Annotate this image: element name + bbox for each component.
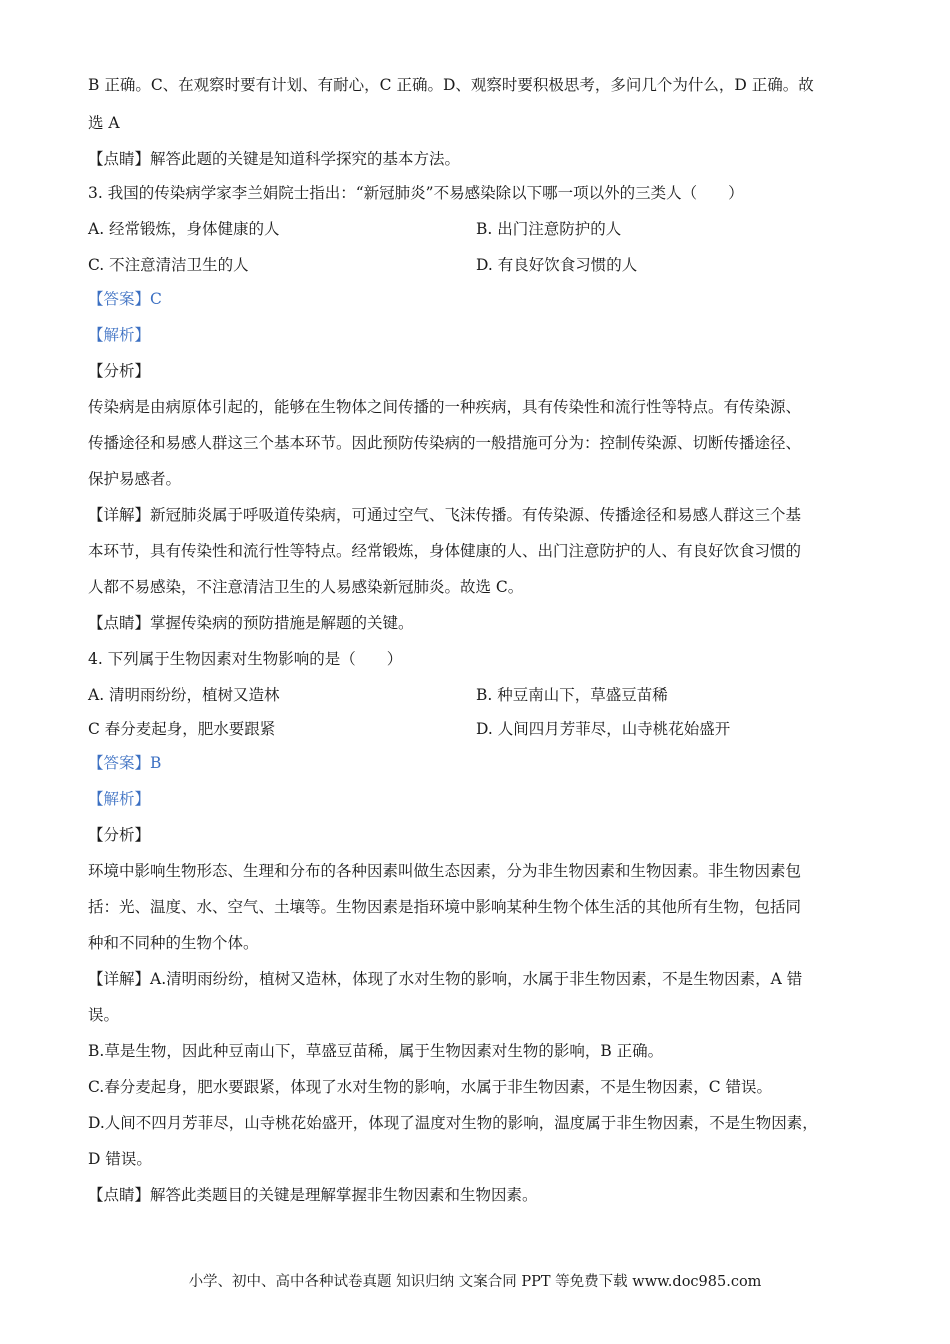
text-line: 人都不易感染，不注意清洁卫生的人易感染新冠肺炎。故选 C。: [88, 578, 524, 596]
text-line: 保护易感者。: [88, 470, 182, 488]
question-4-option-c: C 春分麦起身，肥水要跟紧: [88, 720, 276, 738]
text-line: 本环节，具有传染性和流行性等特点。经常锻炼，身体健康的人、出门注意防护的人、有良好饮食习惯的: [88, 542, 802, 560]
question-3-stem: 3. 我国的传染病学家李兰娟院士指出：“新冠肺炎”不易感染除以下哪一项以外的三类人（ ）: [88, 184, 744, 202]
question-3-option-c: C. 不注意清洁卫生的人: [88, 256, 249, 274]
question-4-answer: 【答案】B: [88, 754, 162, 772]
text-line: D 错误。: [88, 1150, 152, 1168]
question-3-analysis-heading: 【分析】: [88, 362, 151, 380]
text-line: 环境中影响生物形态、生理和分布的各种因素叫做生态因素，分为非生物因素和生物因素。非生物因素包: [88, 862, 802, 880]
text-line: C.春分麦起身，肥水要跟紧，体现了水对生物的影响，水属于非生物因素，不是生物因素，C 错误。: [88, 1078, 773, 1096]
question-4-option-b: B. 种豆南山下，草盛豆苗稀: [476, 686, 668, 704]
question-4-option-d: D. 人间四月芳菲尽，山寺桃花始盛开: [476, 720, 731, 738]
note-line: 【点睛】掌握传染病的预防措施是解题的关键。: [88, 614, 414, 632]
text-line: 种和不同种的生物个体。: [88, 934, 259, 952]
question-3-option-d: D. 有良好饮食习惯的人: [476, 256, 638, 274]
text-line: D.人间不四月芳菲尽，山寺桃花始盛开，体现了温度对生物的影响，温度属于非生物因素，不是生物因素，: [88, 1114, 818, 1132]
question-3-option-b: B. 出门注意防护的人: [476, 220, 622, 238]
page-footer: 小学、初中、高中各种试卷真题 知识归纳 文案合同 PPT 等免费下载 www.doc985.com: [188, 1274, 762, 1290]
text-line: B.草是生物，因此种豆南山下，草盛豆苗稀，属于生物因素对生物的影响，B 正确。: [88, 1042, 664, 1060]
note-line: 【点睛】解答此题的关键是知道科学探究的基本方法。: [88, 150, 461, 168]
text-line: 传播途径和易感人群这三个基本环节。因此预防传染病的一般措施可分为：控制传染源、切断传播途径、: [88, 434, 802, 452]
question-4-analysis-heading: 【分析】: [88, 826, 151, 844]
text-line: 括：光、温度、水、空气、土壤等。生物因素是指环境中影响某种生物个体生活的其他所有生物，包括同: [88, 898, 802, 916]
question-3-analysis-tag: 【解析】: [88, 326, 151, 344]
text-line: 【详解】新冠肺炎属于呼吸道传染病，可通过空气、飞沫传播。有传染源、传播途径和易感人群这三个基: [88, 506, 802, 524]
text-line: B 正确。C、在观察时要有计划、有耐心，C 正确。D、观察时要积极思考，多问几个为什么，D 正确。故: [88, 76, 814, 94]
question-3-answer: 【答案】C: [88, 290, 162, 308]
question-3-option-a: A. 经常锻炼，身体健康的人: [88, 220, 280, 238]
question-4-stem: 4. 下列属于生物因素对生物影响的是（ ）: [88, 650, 403, 668]
note-line: 【点睛】解答此类题目的关键是理解掌握非生物因素和生物因素。: [88, 1186, 538, 1204]
text-line: 误。: [88, 1006, 120, 1024]
text-line: 选 A: [88, 114, 120, 132]
question-4-option-a: A. 清明雨纷纷，植树又造林: [88, 686, 280, 704]
question-4-analysis-tag: 【解析】: [88, 790, 151, 808]
text-line: 【详解】A.清明雨纷纷，植树又造林，体现了水对生物的影响，水属于非生物因素，不是生物因素，A 错: [88, 970, 803, 988]
text-line: 传染病是由病原体引起的，能够在生物体之间传播的一种疾病，具有传染性和流行性等特点。有传染源、: [88, 398, 802, 416]
